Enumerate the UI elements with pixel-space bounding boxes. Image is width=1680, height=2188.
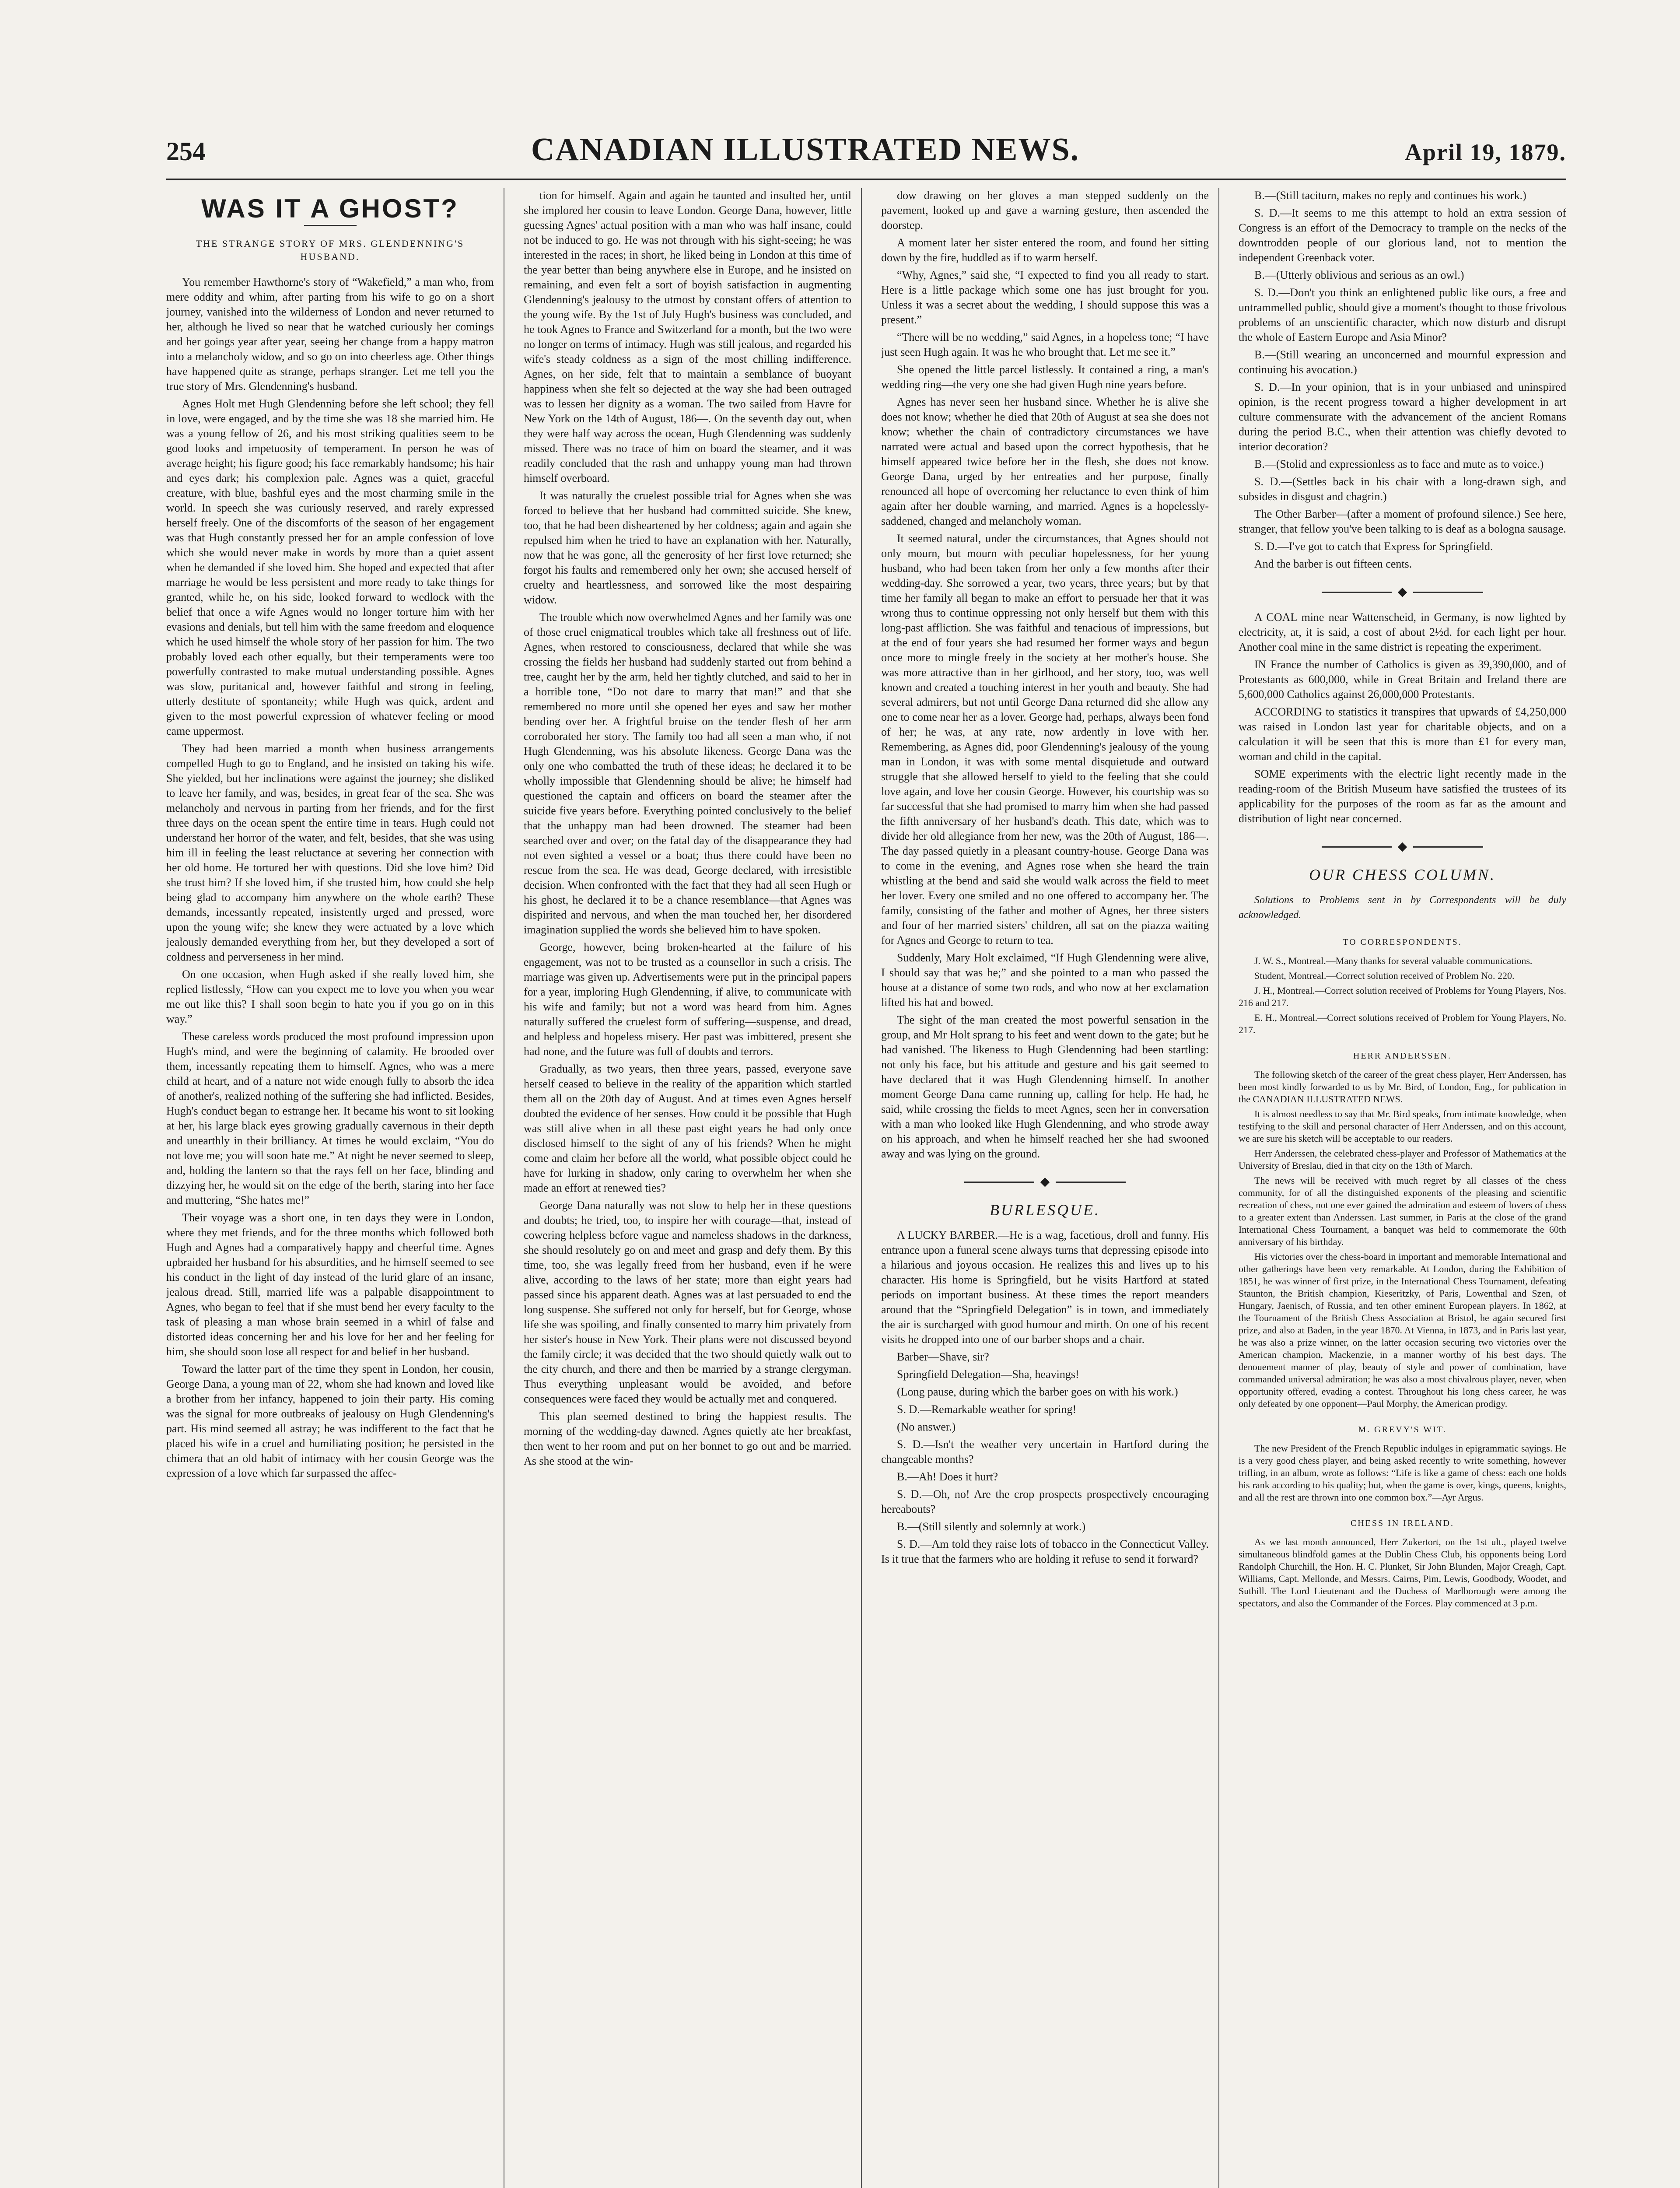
paragraph: IN France the number of Catholics is given as 39,390,000, and of Protestants as 600,000, while in Great Britain and Ireland there are 5,600,000 Catholics against 26,000,000 Protestants. — [1239, 658, 1566, 701]
paragraph: B.—(Still silently and solemnly at work.) — [897, 1520, 1086, 1533]
paragraph: The trouble which now overwhelmed Agnes and her family was one of those cruel enigmatical troubles which take all freshness out of life. Agnes, when restored to consciousness, declared that while she was crossing the fields her husband had suddenly started out from behind a tree, caught her by the arm, held her tightly clutched, and said to her in a horrible tone, “Do not dare to marry that man!” and that she remembered no more until she opened her eyes and saw her mother bending over her. A frightful bruise on the tender flesh of her arm corroborated her story. The family too had all seen a man who, if not Hugh Glendenning, was his absolute likeness. George Dana was the only one who combatted the truth of these ideas; he declared it to be wholly impossible that Glendenning should be alive; he himself had questioned the captain and officers on board the steamer after the suicide five years before. Everything pointed conclusively to the belief that the unhappy man had been drowned. The steamer had been searched over and over; on the fatal day of the disappearance they had not even sighted a vessel or a boat; thus there could have been no rescue from the sea. He was dead, George declared, with irresistible decision. When confronted with the fact that they had all seen Hugh or his ghost, he declared it to be a chance resemblance—that Agnes was dispirited and nervous, and when the man touched her, her disordered imagination supplied the words she believed him to have spoken. — [524, 611, 851, 936]
paragraph: Their voyage was a short one, in ten days they were in London, where they met friends, and for the three months which followed both Hugh and Agnes had a comparatively happy and cheerful time. Agnes upbraided her husband for his absurdities, and he himself seemed to see his conduct in the light of day instead of the lurid glare of an insane, jealous dread. Still, married life was a palpable disappointment to Agnes, who began to feel that if she must bend her every faculty to the task of pleasing a man whose brain seemed in a whirl of false and distorted ideas concerning her and his love for her and her feeling for him, she should soon lose all respect for and belief in her husband. — [166, 1211, 494, 1358]
paragraph: S. D.—Don't you think an enlightened public like ours, a free and untrammelled public, should give a moment's thought to those frivolous problems of an unscientific character, which now disturb and disrupt the whole of Eastern Europe and Asia Minor? — [1239, 286, 1566, 344]
paragraph: It was naturally the cruelest possible trial for Agnes when she was forced to believe that her husband had committed suicide. She knew, too, that he had been disheartened by her coldness; again and again she repulsed him when he tried to have an explanation with her. Naturally, now that he was gone, all the generosity of her first love returned; she forgot his faults and remembered only her own; she accused herself of cruelty and heartlessness, and sorrowed like the most despairing widow. — [524, 489, 851, 606]
grevy-article — [1239, 1442, 1566, 1504]
column-1 — [166, 188, 504, 2188]
paragraph: A COAL mine near Wattenscheid, in Germany, is now lighted by electricity, at, it is said, a cost of about 2½d. for each light per hour. Another coal mine in the same district is repeating the experiment. — [1239, 611, 1566, 653]
burlesque-part-1 — [881, 1228, 1209, 1567]
paragraph: Agnes Holt met Hugh Glendenning before she left school; they fell in love, were engaged, and by the time she was 18 she married him. He was a young fellow of 26, and his most striking qualities seem to be good looks and impetuosity of temperament. In person he was of average height; his figure good; his face remarkably handsome; his hair and eyes dark; his complexion pale. Agnes was a quiet, graceful creature, with blue, bashful eyes and the most charming smile in the world. In speech she was curiously reserved, and rarely expressed herself freely. One of the discomforts of the season of her engagement was that Hugh constantly pressed her for an ample confession of love which she would never make in words by more than a quiet assent when he demanded if she loved him. She hoped and expected that after marriage he would be less persistent and more ready to take things for granted, while he, on his side, looked forward to wedlock with the belief that once a wife Agnes would no longer torture him with her evasions and denials, but tell him with the same freedom and eloquence which he used himself the whole story of her passion for him. The two probably loved each other equally, but their temperaments were too powerfully contrasted to make mutual understanding possible. Agnes was slow, puritanical and, however faithful and strong in feeling, utterly destitute of spontaneity; while Hugh was quick, ardent and given to the most powerful expression of whatever feeling or mood came uppermost. — [166, 397, 494, 737]
paragraph: The news will be received with much regret by all classes of the chess community, for of all the distinguished exponents of the pleasing and scientific recreation of chess, not one ever gained the admiration and esteem of lovers of chess to a greater extent than Anderssen. Last summer, in Paris at the close of the grand International Chess Tournament, a banquet was held to commemorate the 60th anniversary of his birthday. — [1239, 1175, 1566, 1247]
headline-rule — [304, 225, 357, 226]
paragraph: S. D.—It seems to me this attempt to hold an extra session of Congress is an effort of the Democracy to trample on the necks of the downtrodden people of our glorious land, not to mention the independent Greenback voter. — [1239, 207, 1566, 264]
section-divider — [1239, 839, 1566, 854]
paragraph: S. D.—Isn't the weather very uncertain in Hartford during the changeable months? — [881, 1438, 1209, 1466]
paragraph: His victories over the chess-board in important and memorable International and other gatherings have been very remarkable. At London, during the Exhibition of 1851, he was winner of first prize, in the International Chess Tournament, defeating Staunton, the British champion, Kieseritzky, of Paris, Lowenthal and Szen, of Hungary, Jaenisch, of Russia, and ten other eminent European players. In 1862, at the Tournament of the British Chess Association at Bristol, he again secured first prize, and also at Baden, in the year 1870. At Vienna, in 1873, and in Paris last year, he was also a prize winner, on the latter occasion securing two victories over the American champion, Mackenzie, in a manner worthy of his best days. The denouement manner of play, beauty of style and power of combination, have commanded universal admiration; he was also a most chivalrous player, never, when opportunity offered, evading a contest. Throughout his long chess career, he was only defeated by one opponent—Paul Morphy, the American prodigy. — [1239, 1251, 1566, 1409]
paragraph: S. D.—In your opinion, that is in your unbiased and uninspired opinion, is the recent progress toward a higher development in art culture commensurate with the advancement of the ancient Romans during the period B.C., when their attention was chiefly devoted to interior decoration? — [1239, 381, 1566, 453]
column-2 — [524, 188, 862, 2188]
paragraph: And the barber is out fifteen cents. — [1254, 558, 1412, 570]
paragraph: S. D.—Remarkable weather for spring! — [897, 1403, 1077, 1416]
paragraph: “Why, Agnes,” said she, “I expected to find you all ready to start. Here is a little package which some one has just brought for you. Unless it was a secret about the wedding, I should suppose this was a present.” — [881, 269, 1209, 326]
paragraph: tion for himself. Again and again he taunted and insulted her, until she implored her cousin to leave London. George Dana, however, little guessing Agnes' actual position with a man who was half insane, could not be induced to go. He was not through with his sight-seeing; he was interested in the races; in short, he liked being in London at this time of the year better than being anywhere else in Europe, and he insisted on remaining, and even felt a sort of boyish satisfaction in augmenting Glendenning's jealousy to the utmost by constant offers of attention to the young wife. By the 1st of July Hugh's business was concluded, and he took Agnes to France and Switzerland for a month, but the two were no longer on terms of intimacy. Hugh was still jealous, and regarded his wife's steady coldness as a sign of the most chilling indifference. Agnes, on her side, felt that to maintain a semblance of buoyant happiness when she felt so dejected at the way she had been outraged was to lessen her dignity as a woman. The two sailed from Havre for New York on the 14th of August, 186—. On the seventh day out, when they were half way across the ocean, Hugh Glendenning was suddenly missed. There was no trace of him on board the steamer, and it was readily concluded that the rash and unhappy young man had thrown himself overboard. — [524, 189, 851, 484]
paragraph: She opened the little parcel listlessly. It contained a ring, a man's wedding ring—the very one she had given Hugh nine years before. — [881, 363, 1209, 391]
paragraph: The following sketch of the career of the great chess player, Herr Anderssen, has been most kindly forwarded to us by Mr. Bird, of London, Eng., for publication in the CANADIAN ILLUSTRATED NEWS. — [1239, 1069, 1566, 1105]
paragraph: S. D.—Oh, no! Are the crop prospects prospectively encouraging hereabouts? — [881, 1488, 1209, 1515]
paragraph: S. D.—I've got to catch that Express for Springfield. — [1254, 540, 1493, 553]
paragraph: As we last month announced, Herr Zukertort, on the 1st ult., played twelve simultaneous blindfold games at the Dublin Chess Club, his opponents being Lord Randolph Churchill, the Hon. H. C. Plunket, Sir John Blunden, Major Creagh, Capt. Williams, Capt. Mellonde, and Messrs. Cairns, Pim, Lewis, Goodbody, Woodet, and Suthill. The Lord Lieutenant and the Duchess of Marlborough were among the spectators, and also the Commander of the Forces. Play commenced at 3 p.m. — [1239, 1536, 1566, 1609]
paragraph: B.—(Still taciturn, makes no reply and continues his work.) — [1254, 189, 1526, 202]
paragraph: The Other Barber—(after a moment of profound silence.) See here, stranger, that fellow you've been talking to is deaf as a bologna sausage. — [1239, 508, 1566, 535]
paragraph: (No answer.) — [897, 1420, 956, 1433]
paragraph: A moment later her sister entered the room, and found her sitting down by the fire, huddled as if to warm herself. — [881, 236, 1209, 264]
ireland-article — [1239, 1536, 1566, 1609]
paragraph: Barber—Shave, sir? — [897, 1350, 989, 1363]
paragraph: George Dana naturally was not slow to help her in these questions and doubts; he tried, too, to inspire her with courage—that, instead of cowering helpless before vague and nameless shadows in the darkness, she should resolutely go on and meet and grasp and defy them. By this time, too, she was legally freed from her husband, even if he were alive, according to the laws of her state; more than eight years had passed since his apparent death. Agnes was at last persuaded to end the long suspense. She suffered not only for herself, but for George, whose life she was spoiling, and finally consented to marry him privately from her sister's house in New York. Their plans were not discussed beyond the family circle; it was decided that the two should quietly walk out to the city church, and there and then be married by a strange clergyman. Thus everything unpleasant would be avoided, and before consequences were faced they would be actually met and conquered. — [524, 1199, 851, 1405]
ghost-subhead: THE STRANGE STORY OF MRS. GLENDENNING'S HUSBAND. — [196, 238, 465, 262]
paragraph: ACCORDING to statistics it transpires that upwards of £4,250,000 was raised in London last year for charitable objects, and on a calculation it will be seen that this is more than £1 for every man, woman and child in the capital. — [1239, 705, 1566, 763]
burlesque-title: BURLESQUE. — [990, 1201, 1100, 1219]
ghost-story-part-3 — [881, 188, 1209, 1161]
paragraph: SOME experiments with the electric light recently made in the reading-room of the British Museum have satisfied the trustees of its applicability for the purposes of the room as far as the amount and distribution of light near concerned. — [1239, 768, 1566, 825]
paragraph: J. H., Montreal.—Correct solution received of Problems for Young Players, Nos. 216 and 217. — [1239, 985, 1566, 1008]
paragraph: Toward the latter part of the time they spent in London, her cousin, George Dana, a young man of 22, whom she had known and loved like a brother from her infancy, happened to join their party. His coming was the signal for more outbreaks of jealousy on Hugh Glendenning's part. His mind seemed all astray; he was indifferent to the fact that he placed his wife in a cruel and humiliating position; he persisted in the chimera that an old habit of intimacy with her cousin George was the expression of a love which far surpassed the affec- — [166, 1363, 494, 1480]
diamond-ornament-icon: ◆ — [1397, 585, 1407, 599]
paragraph: On one occasion, when Hugh asked if she really loved him, she replied listlessly, “How can you expect me to love you when you wear me out like this? I shall soon begin to hate you if you go on in this way.” — [166, 968, 494, 1025]
section-divider — [1239, 585, 1566, 600]
chess-notice: Solutions to Problems sent in by Correspondents will be duly acknowledged. — [1239, 894, 1566, 921]
ghost-story-part-2 — [524, 188, 851, 1469]
andersen-heading: HERR ANDERSSEN. — [1353, 1051, 1452, 1061]
paragraph: Agnes has never seen her husband since. Whether he is alive she does not know; whether he died that 20th of August at sea she does not know; whether the chain of contradictory circumstances we have narrated were actual and based upon the correct hypothesis, that he himself appeared twice before her in the flesh, she does not know. George Dana, urged by her entreaties and her purpose, finally renounced all hope of overcoming her reluctance to even think of him again after her double warning, and married. Agnes is a hopelessly-saddened, changed and melancholy woman. — [881, 396, 1209, 527]
paragraph: Gradually, as two years, then three years, passed, everyone save herself ceased to believe in the reality of the apparition which startled them all on the 20th day of August. And at times even Agnes herself doubted the evidence of her senses. How could it be possible that Hugh was still alive when in all these past eight years he had only once disclosed himself to the sight of any of his friends? When he might come and claim her before all the world, what possible object could he have for lurking in shadow, only caring to overwhelm her when she made an effort at renewed ties? — [524, 1062, 851, 1194]
paragraph: B.—(Stolid and expressionless as to face and mute as to voice.) — [1254, 458, 1544, 470]
paragraph: This plan seemed destined to bring the happiest results. The morning of the wedding-day dawned. Agnes quietly ate her breakfast, then went to her room and put on her bonnet to go out and be married. As she stood at the win- — [524, 1410, 851, 1467]
column-4 — [1239, 188, 1566, 2188]
paragraph: Springfield Delegation—Sha, heavings! — [897, 1368, 1079, 1381]
ireland-heading: CHESS IN IRELAND. — [1350, 1518, 1455, 1528]
andersen-article — [1239, 1069, 1566, 1410]
paragraph: “There will be no wedding,” said Agnes, in a hopeless tone; “I have just seen Hugh again. It was he who brought that. Let me see it.” — [881, 331, 1209, 358]
paper-title: CANADIAN ILLUSTRATED NEWS. — [531, 132, 1080, 168]
chess-column-title: OUR CHESS COLUMN. — [1309, 866, 1496, 884]
grevy-heading: M. GREVY'S WIT. — [1358, 1425, 1447, 1434]
paragraph: The sight of the man created the most powerful sensation in the group, and Mr Holt sprang to his feet and went down to the gate; but he had vanished. The likeness to Hugh Glendenning had been startling: not only his face, but his attitude and gesture and his gait seemed to have declared that it was Hugh Glendenning himself. In another moment George Dana came running up, calling for help. He had, he said, while crossing the fields to meet Agnes, seen her in conversation with a man who looked like Hugh Glendenning, and who strode away on his approach, and when he himself reached her she had swooned away and was lying on the ground. — [881, 1013, 1209, 1160]
paragraph: B.—(Utterly oblivious and serious as an owl.) — [1254, 269, 1464, 281]
masthead — [166, 131, 1566, 180]
paragraph: These careless words produced the most profound impression upon Hugh's mind, and were the beginning of calamity. He brooded over them, incessantly repeating them to himself. Agnes, who was a mere child at heart, and of a nature not wide enough fully to absorb the idea of another's, realized nothing of the suffering she had inflicted. Besides, Hugh's conduct began to estrange her. It became his wont to sit looking at her, his large black eyes growing gradually cavernous in their depth and unearthly in their brilliancy. At times he would exclaim, “You do not love me; you will soon hate me.” At night he never seemed to sleep, and, holding the lantern so that the rays fell on her face, blinding and dizzying her, he would sit on the edge of the berth, staring into her face and muttering, “She hates me!” — [166, 1030, 494, 1206]
issue-date: April 19, 1879. — [1404, 139, 1566, 165]
paragraph: It is almost needless to say that Mr. Bird speaks, from intimate knowledge, when testifying to the skill and personal character of Herr Anderssen, and on this account, we are sure his sketch will be acceptable to our readers. — [1239, 1108, 1566, 1144]
paragraph: J. W. S., Montreal.—Many thanks for several valuable communications. — [1254, 955, 1533, 966]
correspondents-heading: TO CORRESPONDENTS. — [1343, 937, 1462, 947]
section-divider — [881, 1175, 1209, 1189]
ghost-headline: WAS IT A GHOST? — [201, 194, 459, 223]
paragraph: dow drawing on her gloves a man stepped suddenly on the pavement, looked up and gave a warning gesture, then ascended the doorstep. — [881, 189, 1209, 231]
paragraph: You remember Hawthorne's story of “Wakefield,” a man who, from mere oddity and whim, after parting from his wife to go on a short journey, vanished into the wilderness of London and never returned to her, although he lived so near that he watched curiously her comings and her goings year after year, seeing her change from a happy matron into a melancholy widow, and so go on into cheerless age. Other things have happened quite as strange, perhaps stranger. Let me tell you the true story of Mrs. Glendenning's husband. — [166, 276, 494, 393]
page-number: 254 — [166, 137, 206, 166]
column-3 — [881, 188, 1219, 2188]
paragraph: Herr Anderssen, the celebrated chess-player and Professor of Mathematics at the University of Breslau, died in that city on the 13th of March. — [1239, 1148, 1566, 1171]
paragraph: S. D.—(Settles back in his chair with a long-drawn sigh, and subsides in disgust and chagrin.) — [1239, 475, 1566, 503]
paragraph: S. D.—Am told they raise lots of tobacco in the Connecticut Valley. Is it true that the farmers who are holding it refuse to send it forward? — [881, 1538, 1209, 1565]
paragraph: Suddenly, Mary Holt exclaimed, “If Hugh Glendenning were alive, I should say that was he;” and she pointed to a man who passed the house at a distance of some two rods, and who now at her exclamation lifted his hat and bowed. — [881, 951, 1209, 1009]
paragraph: A LUCKY BARBER.—He is a wag, facetious, droll and funny. His entrance upon a funeral scene always turns that depressing episode into a hilarious and joyous occasion. He realizes this and lives up to his character. His home is Springfield, but he visits Hartford at stated periods on important business. At these times the report meanders around that the “Springfield Delegation” is in town, and immediately the air is surcharged with good humour and mirth. On one of his recent visits he dropped into one of our barber shops and a chair. — [881, 1229, 1209, 1346]
diamond-ornament-icon: ◆ — [1397, 840, 1407, 853]
paragraph: George, however, being broken-hearted at the failure of his engagement, was not to be trusted as a counsellor in such a crisis. The marriage was given up. Advertisements were put in the principal papers for a year, imploring Hugh Glendenning, if alive, to communicate with his wife and family; but not a word was heard from him. Agnes naturally suffered the cruelest form of suffering—suspense, and dread, and helpless and hopeless misery. Her past was imbittered, present she had none, and the future was full of doubts and terrors. — [524, 941, 851, 1058]
correspondents-list — [1239, 955, 1566, 1036]
paragraph: The new President of the French Republic indulges in epigrammatic sayings. He is a very good chess player, and being asked recently to write something, however trifling, in an album, wrote as follows: “Life is like a game of chess: each one holds his rank according to his quality; but, when the game is over, kings, queens, knights, and all the rest are thrown into one common box.”—Ayr Argus. — [1239, 1443, 1566, 1503]
paragraph: (Long pause, during which the barber goes on with his work.) — [897, 1385, 1178, 1398]
paragraph: Student, Montreal.—Correct solution received of Problem No. 220. — [1254, 970, 1515, 981]
diamond-ornament-icon: ◆ — [1040, 1175, 1050, 1189]
ghost-story-part-1 — [166, 275, 494, 1481]
burlesque-part-2 — [1239, 188, 1566, 572]
paragraph: B.—Ah! Does it hurt? — [897, 1470, 998, 1483]
paragraph: It seemed natural, under the circumstances, that Agnes should not only mourn, but mourn with peculiar hopelessness, for her young husband, who had been taken from her only a few months after their wedding-day. She sorrowed a year, two years, three years; but by that time her family all began to make an effort to persuade her that it was wrong thus to continue oppressing not only herself but them with this long-past affliction. She was faithful and tenacious of impressions, but at the end of four years she had resumed her former ways and begun once more to mingle freely in the society at her mother's house. She was more attractive than in her girlhood, and her story, too, was well known and created a touching interest in her youth and beauty. She had several admirers, but not until George Dana returned did she allow any one to come near her as a lover. George had, perhaps, always been fond of her; he was, at any rate, now ardently in love with her. Remembering, as Agnes did, poor Glendenning's jealousy of the young man in London, it was with some mental disquietude and outward struggle that she allowed herself to yield to the feeling that she could love again, and love her cousin George. However, his courtship was so far successful that she had promised to marry him when she had passed the fifth anniversary of her husband's death. This date, which was to divide her old allegiance from her new, was the 20th of August, 186—. The day passed quietly in a pleasant country-house. George Dana was to come in the evening, and Agnes rose when she heard the train whistling at the bend and said she would walk across the field to meet her lover. Every one smiled and no one offered to accompany her. The family, consisting of the father and mother of Agnes, her three sisters and four of her married sisters' children, all sat on the piazza waiting for Agnes and George to return to tea. — [881, 532, 1209, 947]
paragraph: E. H., Montreal.—Correct solutions received of Problem for Young Players, No. 217. — [1239, 1012, 1566, 1035]
paragraph: They had been married a month when business arrangements compelled Hugh to go to England, and he insisted on taking his wife. She yielded, but her inclinations were against the journey; she disliked to leave her family, and was, besides, in great fear of the sea. She was melancholy and nervous in parting from her friends, and for the first three days on the ocean spent the entire time in tears. Hugh could not understand her horror of the water, and felt, besides, that she was using him ill in feeling the least reluctance at severing her connection with her old home. He tortured her with questions. Did she love him? Did she trust him? If she loved him, if she trusted him, how could she help being glad to accompany him anywhere on the whole earth? These demands, incessantly repeated, insistently urged and pressed, wore upon the young wife; she knew they were actuated by a love which jealously demanded everything from her, but they developed a sort of coldness and perverseness in her mind. — [166, 742, 494, 963]
paragraph: B.—(Still wearing an unconcerned and mournful expression and continuing his avocation.) — [1239, 348, 1566, 376]
article-columns — [166, 188, 1566, 2188]
news-items — [1239, 610, 1566, 826]
